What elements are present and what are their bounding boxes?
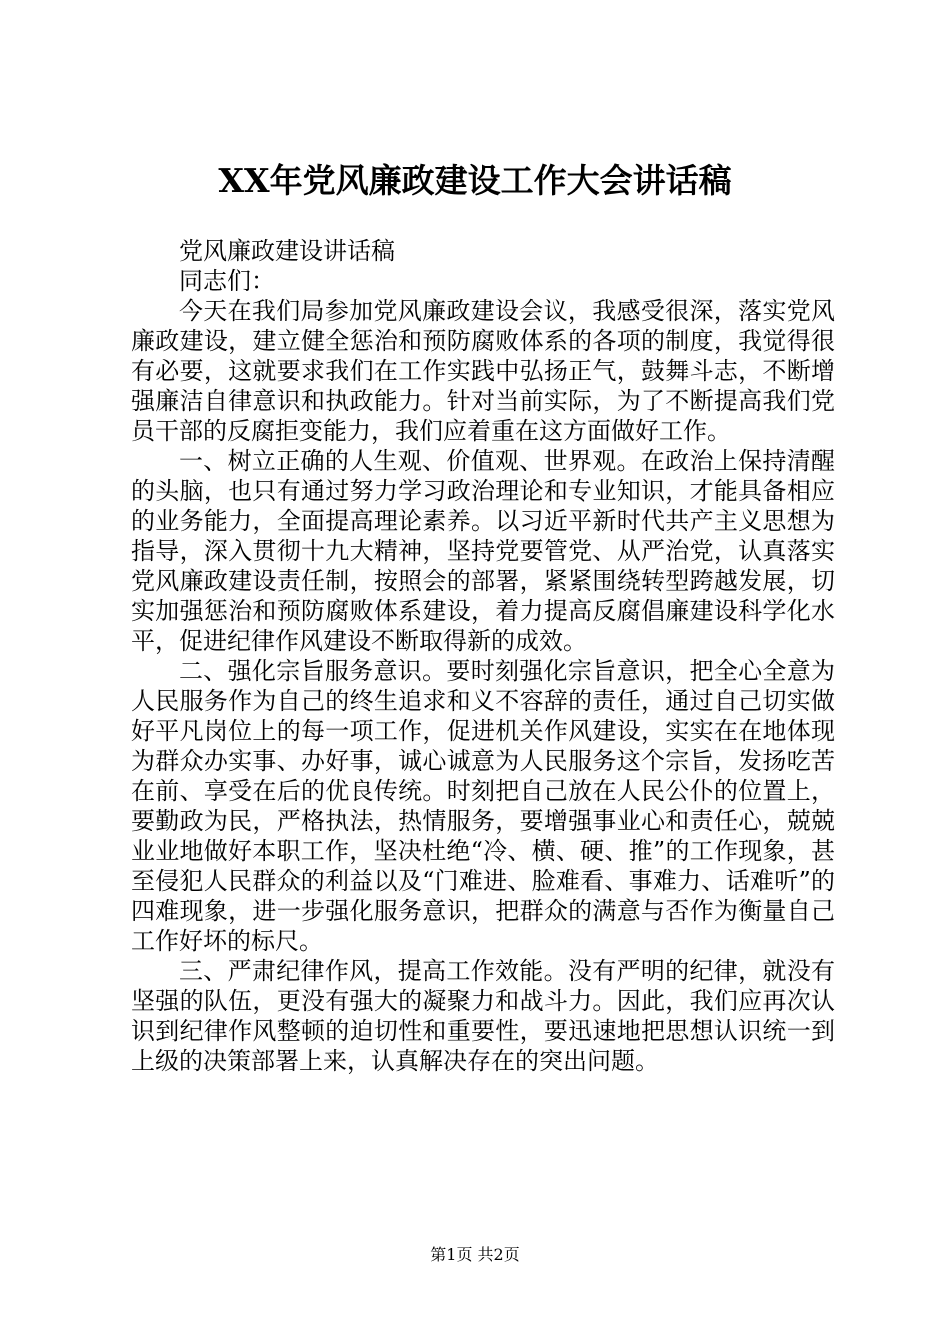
paragraph-salutation: 同志们： [179,267,275,295]
paragraph-subtitle: 党风廉政建设讲话稿 [179,237,395,265]
document-title: XX年党风廉政建设工作大会讲话稿 [218,161,732,200]
paragraph-point-three: 三、严肃纪律作风，提高工作效能。没有严明的纪律，就没有坚强的队伍，更没有强大的凝聚力和战斗力。因此，我们应再次认识到纪律作风整顿的迫切性和重要性，要迅速地把思想认识统一到上级的决策部署上来，认真解决存在的突出问题。 [131,957,835,1075]
paragraph-point-two: 二、强化宗旨服务意识。要时刻强化宗旨意识，把全心全意为人民服务作为自己的终生追求和义不容辞的责任，通过自己切实做好平凡岗位上的每一项工作，促进机关作风建设，实实在在地体现为群众办实事、办好事，诚心诚意为人民服务这个宗旨，发扬吃苦在前、享受在后的优良传统。时刻把自己放在人民公仆的位置上，要勤政为民，严格执法，热情服务，要增强事业心和责任心，兢兢业业地做好本职工作，坚决杜绝“冷、横、硬、推”的工作现象，甚至侵犯人民群众的利益以及“门难进、脸难看、事难力、话难听”的四难现象，进一步强化服务意识，把群众的满意与否作为衡量自己工作好坏的标尺。 [131,657,835,955]
paragraph-intro: 今天在我们局参加党风廉政建设会议，我感受很深，落实党风廉政建设，建立健全惩治和预防腐败体系的各项的制度，我觉得很有必要，这就要求我们在工作实践中弘扬正气，鼓舞斗志，不断增强廉洁自律意识和执政能力。针对当前实际，为了不断提高我们党员干部的反腐拒变能力，我们应着重在这方面做好工作。 [131,297,835,445]
paragraph-point-one: 一、树立正确的人生观、价值观、世界观。在政治上保持清醒的头脑，也只有通过努力学习政治理论和专业知识，才能具备相应的业务能力，全面提高理论素养。以习近平新时代共产主义思想为指导，深入贯彻十九大精神，坚持党要管党、从严治党，认真落实党风廉政建设责任制，按照会的部署，紧紧围绕转型跨越发展，切实加强惩治和预防腐败体系建设，着力提高反腐倡廉建设科学化水平，促进纪律作风建设不断取得新的成效。 [131,447,835,655]
page-number-footer: 第1页 共2页 [430,1245,520,1264]
document-body [131,236,835,1076]
